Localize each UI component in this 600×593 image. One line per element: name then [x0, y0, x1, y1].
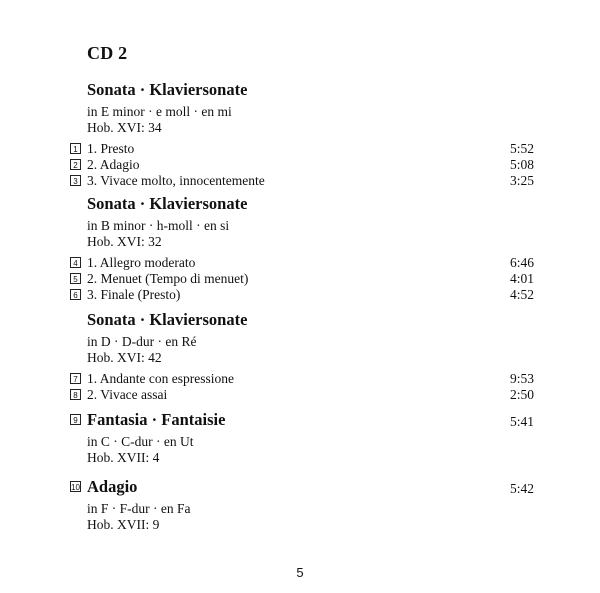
track-row — [70, 255, 534, 271]
track-row — [70, 371, 534, 387]
track-row — [70, 287, 534, 303]
work-title: Fantasia · Fantaisie — [87, 410, 226, 429]
work-catalogue: Hob. XVII: 4 — [87, 450, 160, 465]
work-catalogue: Hob. XVI: 34 — [87, 120, 162, 135]
page-number: 5 — [296, 565, 304, 580]
track-number-box: 3 — [70, 175, 81, 186]
track-duration: 4:01 — [509, 271, 534, 286]
track-duration: 6:46 — [509, 255, 534, 270]
track-title: 2. Vivace assai — [87, 387, 168, 402]
work-key: in B minor · h-moll · en si — [87, 218, 230, 233]
work-catalogue: Hob. XVI: 42 — [87, 350, 162, 365]
track-row — [70, 271, 534, 287]
cd-title: CD 2 — [87, 43, 128, 63]
track-row — [70, 157, 534, 173]
work-key: in D · D-dur · en Ré — [87, 334, 197, 349]
track-duration: 5:52 — [509, 141, 534, 156]
track-number-box: 4 — [70, 257, 81, 268]
work-heading-row — [70, 310, 534, 334]
work-heading-row — [70, 477, 534, 501]
work-title: Adagio — [87, 477, 138, 496]
work-title: Sonata · Klaviersonate — [87, 80, 248, 99]
track-duration: 2:50 — [509, 387, 534, 402]
track-row — [70, 173, 534, 189]
work-heading-row — [70, 194, 534, 218]
track-title: 2. Menuet (Tempo di menuet) — [87, 271, 249, 286]
track-title: 3. Vivace molto, innocentemente — [87, 173, 265, 188]
work-title: Sonata · Klaviersonate — [87, 194, 248, 213]
work-heading-row — [70, 80, 534, 104]
work-key: in F · F-dur · en Fa — [87, 501, 191, 516]
track-number-box: 9 — [70, 414, 81, 425]
track-duration: 4:52 — [509, 287, 534, 302]
work-sonata-b-minor — [70, 194, 534, 303]
track-number-box: 5 — [70, 273, 81, 284]
work-adagio — [70, 477, 534, 533]
track-duration: 9:53 — [509, 371, 534, 386]
track-duration: 5:08 — [509, 157, 534, 172]
track-number-box: 7 — [70, 373, 81, 384]
track-title: 2. Adagio — [87, 157, 140, 172]
track-row — [70, 387, 534, 403]
track-title: 1. Allegro moderato — [87, 255, 196, 270]
work-catalogue: Hob. XVII: 9 — [87, 517, 160, 532]
track-title: 1. Presto — [87, 141, 135, 156]
work-sonata-e-minor — [70, 80, 534, 189]
track-number-box: 6 — [70, 289, 81, 300]
track-row — [70, 141, 534, 157]
track-title: 1. Andante con espressione — [87, 371, 234, 386]
work-heading-row — [70, 410, 534, 434]
track-duration: 5:41 — [509, 414, 534, 429]
work-fantasia — [70, 410, 534, 466]
work-sonata-d-major — [70, 310, 534, 403]
track-number-box: 1 — [70, 143, 81, 154]
track-number-box: 8 — [70, 389, 81, 400]
track-number-box: 2 — [70, 159, 81, 170]
work-key: in E minor · e moll · en mi — [87, 104, 232, 119]
track-duration: 3:25 — [509, 173, 534, 188]
work-key: in C · C-dur · en Ut — [87, 434, 194, 449]
track-number-box: 10 — [71, 483, 80, 492]
track-title: 3. Finale (Presto) — [87, 287, 181, 302]
work-title: Sonata · Klaviersonate — [87, 310, 248, 329]
track-duration: 5:42 — [509, 481, 534, 496]
work-catalogue: Hob. XVI: 32 — [87, 234, 162, 249]
